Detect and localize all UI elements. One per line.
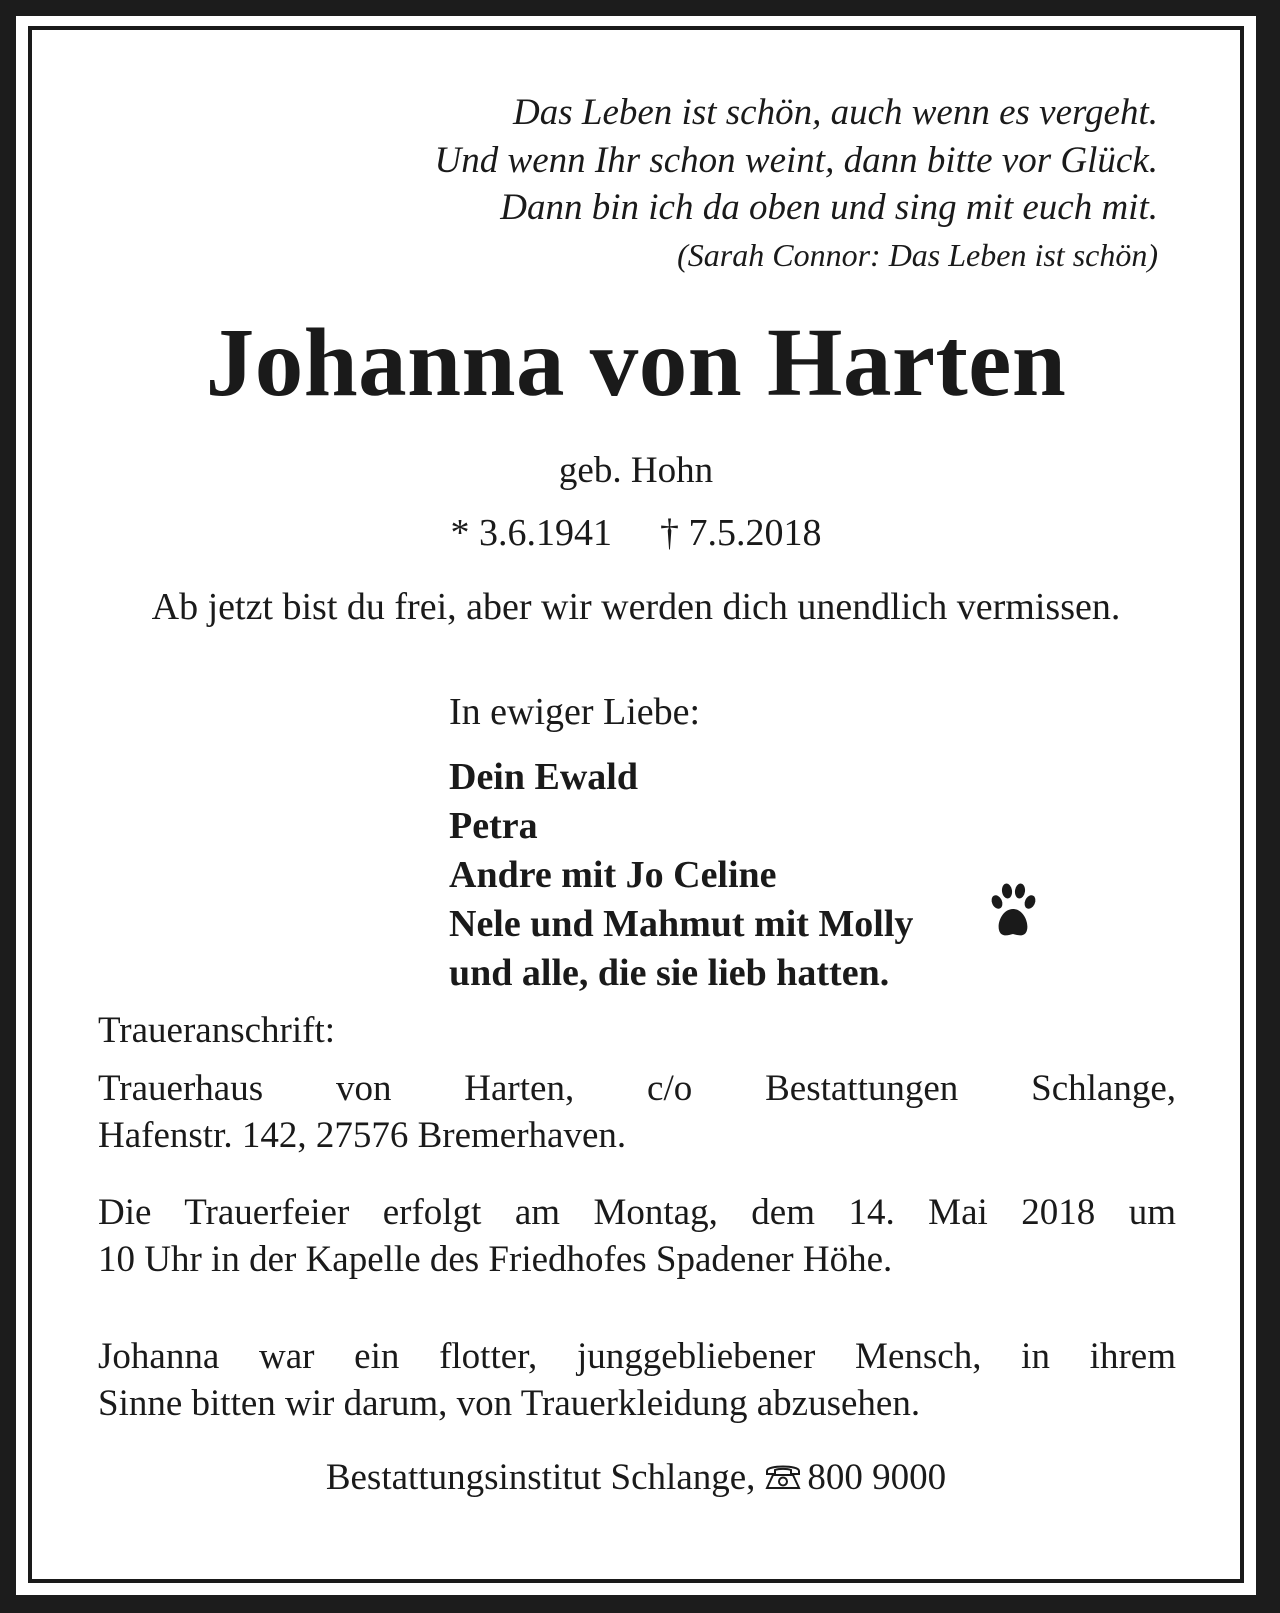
quote-line-3: Dann bin ich da oben und sing mit euch mit. bbox=[500, 187, 1158, 228]
note-line-2: Sinne bitten wir darum, von Trauerkleidung abzusehen. bbox=[98, 1383, 921, 1424]
address-heading: Traueranschrift: bbox=[98, 1010, 336, 1051]
ceremony-line-1: Die Trauerfeier erfolgt am Montag, dem 14. Mai 2018 um bbox=[98, 1192, 1176, 1233]
quote-line-2: Und wenn Ihr schon weint, dann bitte vor Glück. bbox=[434, 140, 1158, 181]
death-date: † 7.5.2018 bbox=[660, 512, 822, 554]
birth-name: geb. Hohn bbox=[558, 450, 714, 491]
address-lines bbox=[98, 1065, 1176, 1159]
quote-line-1: Das Leben ist schön, auch wenn es vergeht. bbox=[513, 92, 1158, 133]
birth-date: * 3.6.1941 bbox=[450, 512, 612, 554]
paw-print-icon bbox=[987, 882, 1039, 944]
quote-source: (Sarah Connor: Das Leben ist schön) bbox=[677, 237, 1158, 273]
ceremony-block bbox=[98, 1189, 1176, 1283]
mourner-name: Dein Ewald bbox=[449, 756, 638, 798]
obituary-notice bbox=[16, 16, 1256, 1595]
farewell-line: Ab jetzt bist du frei, aber wir werden dich unendlich vermissen. bbox=[151, 586, 1121, 628]
address-line-2: Hafenstr. 142, 27576 Bremerhaven. bbox=[98, 1115, 627, 1156]
mourners-intro: In ewiger Liebe: bbox=[449, 691, 701, 733]
funeral-home-name: Bestattungsinstitut Schlange, bbox=[325, 1457, 756, 1498]
mourner-name: Petra bbox=[449, 805, 538, 847]
life-dates bbox=[16, 514, 1256, 552]
dress-note-block bbox=[98, 1333, 1176, 1427]
note-line-1: Johanna war ein flotter, junggebliebener Mensch, in ihrem bbox=[98, 1336, 1176, 1377]
deceased-name: Johanna von Harten bbox=[205, 309, 1067, 416]
mourners-block bbox=[449, 693, 913, 1003]
mourner-name: und alle, die sie lieb hatten. bbox=[449, 952, 890, 994]
funeral-home bbox=[16, 1459, 1256, 1496]
phone-number: 800 9000 bbox=[807, 1457, 947, 1498]
mourner-name: Andre mit Jo Celine bbox=[449, 854, 777, 896]
mourner-name: Nele und Mahmut mit Molly bbox=[449, 903, 914, 945]
address-line-1: Trauerhaus von Harten, c/o Bestattungen Schlange, bbox=[98, 1068, 1176, 1109]
telephone-icon bbox=[763, 1461, 803, 1491]
address-block bbox=[98, 1007, 1176, 1054]
ceremony-line-2: 10 Uhr in der Kapelle des Friedhofes Spadener Höhe. bbox=[98, 1239, 893, 1280]
